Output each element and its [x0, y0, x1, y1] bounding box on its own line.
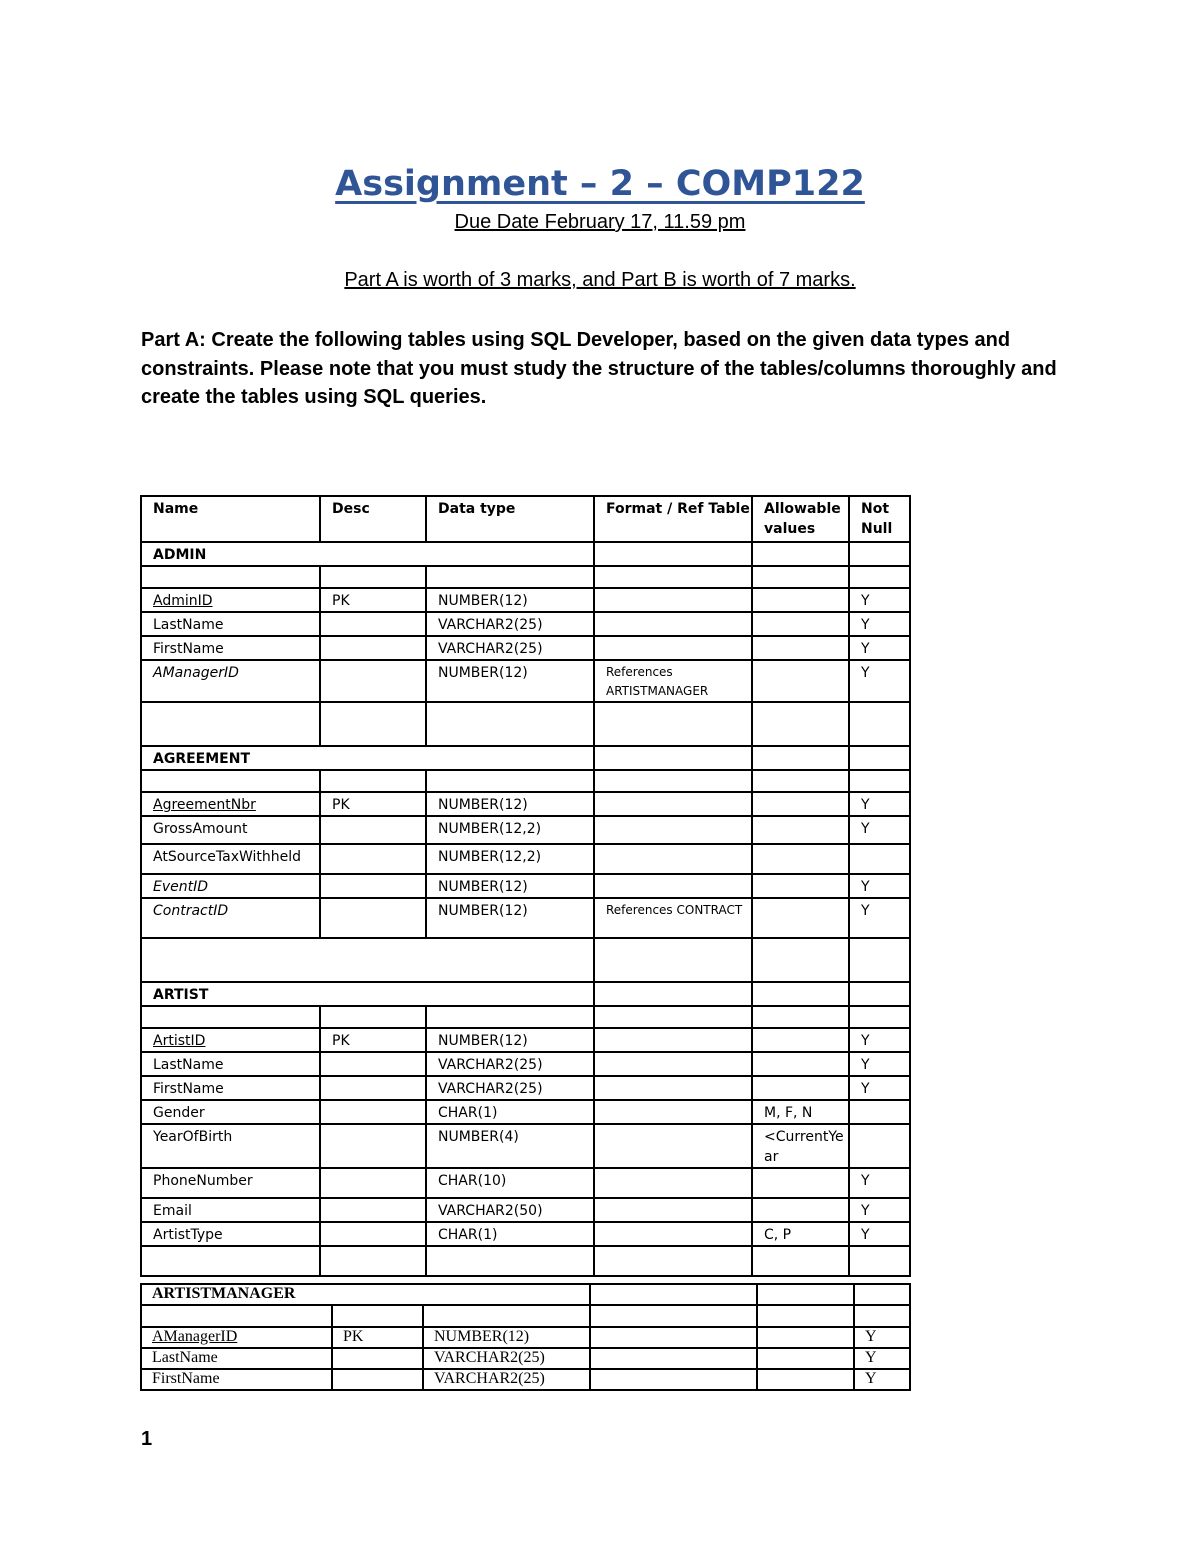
artistmanager-table: [140, 1283, 911, 1391]
table-row: Gender CHAR(1) M, F, N: [141, 1100, 910, 1124]
section-admin: ADMIN: [141, 542, 594, 566]
table-row: ContractID NUMBER(12) References CONTRACT Y: [141, 898, 910, 938]
table-row: GrossAmount NUMBER(12,2) Y: [141, 816, 910, 844]
table-row: FirstName VARCHAR2(25) Y: [141, 1076, 910, 1100]
table-row: PhoneNumber CHAR(10) Y: [141, 1168, 910, 1198]
table-row: Email VARCHAR2(50) Y: [141, 1198, 910, 1222]
table-row: ArtistID PK NUMBER(12) Y: [141, 1028, 910, 1052]
table-row: LastName VARCHAR2(25) Y: [141, 1052, 910, 1076]
table-row: ArtistType CHAR(1) C, P Y: [141, 1222, 910, 1246]
part-a-instructions: Part A: Create the following tables using SQL Developer, based on the given data types and constraints. Please note that you must study the structure of the tables/columns thoroughly and create the tables using SQL queries.: [141, 329, 1057, 408]
header-row: [141, 496, 910, 542]
table-row: FirstName VARCHAR2(25) Y: [141, 1369, 910, 1390]
marks-line: Part A is worth of 3 marks, and Part B is worth of 7 marks.: [344, 269, 856, 291]
header-not-null: Not Null: [849, 496, 910, 542]
table-row: FirstName VARCHAR2(25) Y: [141, 636, 910, 660]
table-row: AgreementNbr PK NUMBER(12) Y: [141, 792, 910, 816]
table-row: AdminID PK NUMBER(12) Y: [141, 588, 910, 612]
header-desc: Desc: [320, 496, 426, 542]
schema-table: [140, 495, 911, 1277]
table-row: AManagerID PK NUMBER(12) Y: [141, 1327, 910, 1348]
table-row: LastName VARCHAR2(25) Y: [141, 1348, 910, 1369]
table-row: AManagerID NUMBER(12) References ARTISTMANAGER Y: [141, 660, 910, 702]
header-allowable-values: Allowable values: [752, 496, 849, 542]
table-row: LastName VARCHAR2(25) Y: [141, 612, 910, 636]
table-row: AtSourceTaxWithheld NUMBER(12,2): [141, 844, 910, 874]
section-artistmanager: ARTISTMANAGER: [141, 1284, 590, 1305]
table-row: YearOfBirth NUMBER(4) <CurrentYear: [141, 1124, 910, 1168]
header-data-type: Data type: [426, 496, 594, 542]
section-agreement: AGREEMENT: [141, 746, 594, 770]
header-format-ref: Format / Ref Table: [594, 496, 752, 542]
page-number: 1: [141, 1428, 153, 1450]
table-row: EventID NUMBER(12) Y: [141, 874, 910, 898]
due-date: Due Date February 17, 11.59 pm: [454, 211, 746, 233]
page-title: Assignment – 2 – COMP122: [335, 164, 865, 204]
header-name: Name: [141, 496, 320, 542]
section-artist: ARTIST: [141, 982, 594, 1006]
